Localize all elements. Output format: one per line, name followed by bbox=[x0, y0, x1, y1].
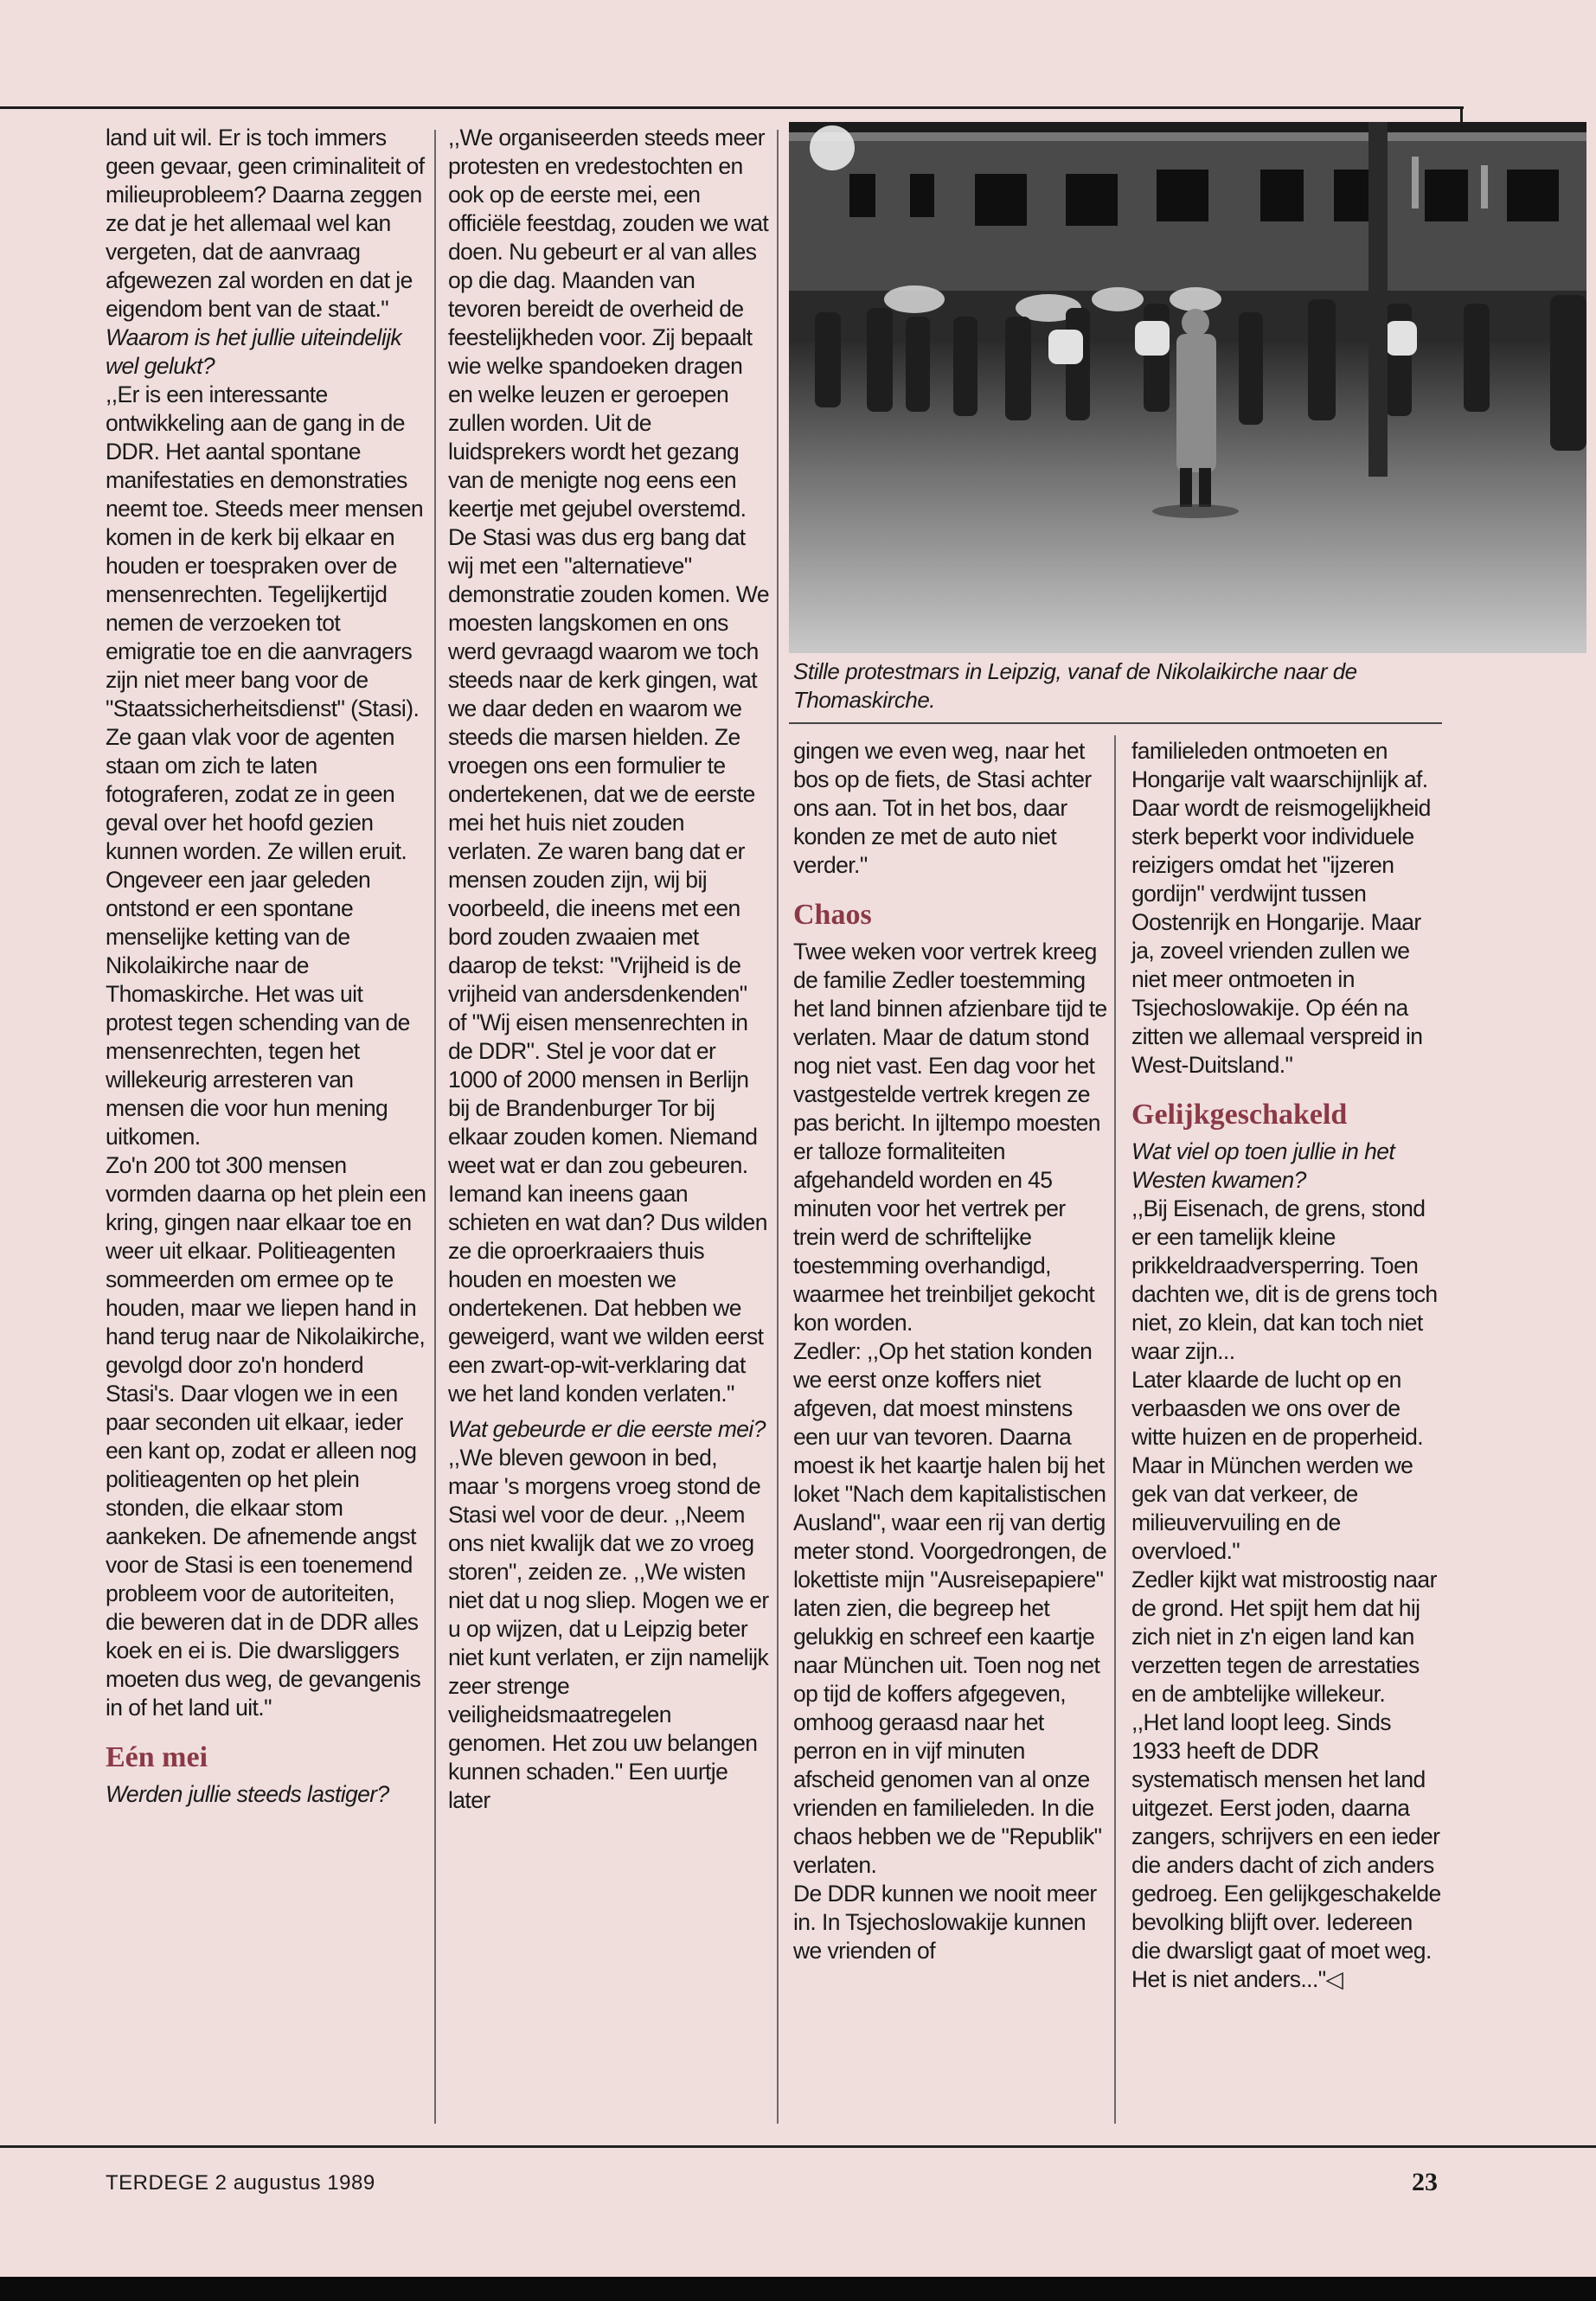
paragraph: land uit wil. Er is toch immers geen gevaar, geen criminaliteit of milieuprobleem? Daarna zeggen ze dat je het allemaal wel kan vergeten, dat de aanvraag afgewezen zal worden en dat je eigendom bent van de staat." bbox=[106, 125, 425, 322]
section-heading-een-mei: Eén mei bbox=[106, 1741, 208, 1773]
article-column-2 bbox=[448, 124, 770, 1815]
paragraph: gingen we even weg, naar het bos op de fiets, de Stasi achter ons aan. Tot in het bos, daar konden ze met de auto niet verder." bbox=[793, 738, 1092, 878]
section-heading-chaos: Chaos bbox=[793, 899, 872, 931]
end-mark-icon: ◁ bbox=[1325, 1966, 1343, 1992]
photo-image bbox=[789, 122, 1586, 653]
paragraph: ,,We bleven gewoon in bed, maar 's morgens vroeg stond de Stasi wel voor de deur. ,,Neem ons niet kwalijk dat we zo vroeg storen", zeiden ze. ,,We wisten niet dat u nog sliep. Mogen we er u op wijzen, dat u Leipzig beter niet kunt verlaten, er zijn namelijk zeer strenge veiligheidsmaatregelen genomen. Het zou uw belangen kunnen schaden." Een uurtje later bbox=[448, 1445, 769, 1813]
photo-caption: Stille protestmars in Leipzig, vanaf de Nikolaikirche naar de Thomaskirche. bbox=[793, 658, 1357, 713]
top-rule bbox=[0, 106, 1464, 109]
paragraph bbox=[1131, 1708, 1445, 1994]
paragraph: Zedler kijkt wat mistroostig naar de grond. Het spijt hem dat hij zich niet in z'n eigen land kan verzetten tegen de arrestaties en de ambtelijke willekeur. bbox=[1131, 1567, 1437, 1707]
paragraph: Zedler: ,,Op het station konden we eerst onze koffers niet afgeven, dat moest minstens een uur van tevoren. Daarna moest ik het kaartje halen bij het loket "Nach dem kapitalistischen Ausland", waar een rij van dertig meter stond. Voorgedrongen, de lokettiste mijn "Ausreisepapiere" laten zien, die begreep het gelukkig en schreef een kaartje naar München uit. Toen nog net op tijd de koffers afgegeven, omhoog geraasd naar het perron en in vijf minuten afscheid genomen van al onze vrienden en familieleden. In die chaos hebben we de "Republik" verlaten. bbox=[793, 1338, 1107, 1878]
paragraph: Ongeveer een jaar geleden ontstond er een spontane menselijke ketting van de Nikolaikirche naar de Thomaskirche. Het was uit protest tegen schending van de mensenrechten, tegen het willekeurig arresteren van mensen die voor hun mening uitkomen. bbox=[106, 867, 410, 1150]
interview-question: Wat gebeurde er die eerste mei? bbox=[448, 1416, 766, 1442]
paragraph: Later klaarde de lucht op en verbaasden we ons over de witte huizen en de properheid. Maar in München werden we gek van dat verkeer, de milieuvervuiling en de overvloed." bbox=[1131, 1367, 1424, 1564]
paragraph: De Stasi was dus erg bang dat wij met een "alternatieve" demonstratie zouden komen. We moesten langskomen en ons werd gevraagd waarom we toch steeds naar de kerk gingen, wat we daar deden en waarom we steeds die marsen hielden. Ze vroegen ons een formulier te ondertekenen, dat we de eerste mei het huis niet zouden verlaten. Ze waren bang dat er mensen zouden zijn, wij bij voorbeeld, die ineens met een bord zouden zwaaien met daarop de tekst: "Vrijheid is de vrijheid van andersdenkenden" of "Wij eisen mensenrechten in de DDR". Stel je voor dat er 1000 of 2000 mensen in Berlijn bij de Brandenburger Tor bij elkaar zouden komen. Niemand weet wat er dan zou gebeuren. Iemand kan ineens gaan schieten en wat dan? Dus wilden ze die oproerkraaiers thuis houden en moesten we ondertekenen. Dat hebben we geweigerd, want we wilden eerst een zwart-op-wit-verklaring dat we het land konden verlaten." bbox=[448, 524, 769, 1407]
interview-question: Wat viel op toen jullie in het Westen kwamen? bbox=[1131, 1138, 1395, 1193]
section-heading-gelijkgeschakeld: Gelijkgeschakeld bbox=[1131, 1099, 1348, 1131]
paragraph: Zo'n 200 tot 300 mensen vormden daarna op het plein een kring, gingen naar elkaar toe en weer uit elkaar. Politieagenten sommeerden om ermee op te houden, maar we liepen hand in hand terug naar de Nikolaikirche, gevolgd door zo'n honderd Stasi's. Daar vlogen we in een paar seconden uit elkaar, ieder een kant op, zodat er alleen nog politieagenten op het plein stonden, die elkaar stom aankeken. De afnemende angst voor de Stasi is een toenemend probleem voor de autoriteiten, die beweren dat in de DDR alles koek en ei is. Die dwarsliggers moeten dus weg, de gevangenis in of het land uit." bbox=[106, 1152, 426, 1721]
article-column-4 bbox=[1131, 737, 1445, 1994]
footer-magazine-date: TERDEGE 2 augustus 1989 bbox=[106, 2171, 375, 2195]
bottom-rule bbox=[0, 2145, 1596, 2148]
paragraph: De DDR kunnen we nooit meer in. In Tsjechoslowakije kunnen we vrienden of bbox=[793, 1881, 1097, 1964]
photo-protest-march bbox=[789, 122, 1586, 653]
paragraph: Twee weken voor vertrek kreeg de familie Zedler toestemming het land binnen afzienbare tijd te verlaten. Maar de datum stond nog niet vast. Een dag voor het vastgestelde vertrek kregen ze pas bericht. In ijltempo moesten er talloze formaliteiten afgehandeld worden en 45 minuten voor het vertrek per trein werd de schriftelijke toestemming overhandigd, waarmee het treinbiljet gekocht kon worden. bbox=[793, 939, 1107, 1336]
column-divider bbox=[1114, 735, 1116, 2124]
column-divider bbox=[434, 130, 436, 2124]
interview-question: Werden jullie steeds lastiger? bbox=[106, 1781, 389, 1807]
interview-question: Waarom is het jullie uiteindelijk wel gelukt? bbox=[106, 324, 402, 379]
caption-rule bbox=[789, 722, 1442, 724]
paragraph-text: ,,Het land loopt leeg. Sinds 1933 heeft de DDR systematisch mensen het land uitgezet. Eerst joden, daarna zangers, schrijvers en een ieder die anders dacht of zich anders gedroeg. Een gelijkgeschakelde bevolking blijft over. Iedereen die dwarsligt gaat of moet weg. Het is niet anders..." bbox=[1131, 1709, 1441, 1992]
paragraph: ,,Er is een interessante ontwikkeling aan de gang in de DDR. Het aantal spontane manifestaties en demonstraties neemt toe. Steeds meer mensen komen in de kerk bij elkaar en houden er toespraken over de mensenrechten. Tegelijkertijd nemen de verzoeken tot emigratie toe en die aanvragers zijn niet meer bang voor de "Staatssicherheitsdienst" (Stasi). Ze gaan vlak voor de agenten staan om zich te laten fotograferen, zodat ze in geen geval over het hoofd gezien kunnen worden. Ze willen eruit. bbox=[106, 381, 424, 864]
column-divider bbox=[777, 130, 779, 2124]
scan-edge bbox=[0, 2277, 1596, 2301]
article-column-3 bbox=[793, 737, 1108, 1965]
article-column-1 bbox=[106, 124, 427, 1809]
page-number: 23 bbox=[1412, 2168, 1438, 2196]
paragraph: ,,We organiseerden steeds meer protesten en vredestochten en ook op de eerste mei, een officiële feestdag, zouden we wat doen. Nu gebeurt er al van alles op die dag. Maanden van tevoren bereidt de overheid de feestelijkheden voor. Zij bepaalt wie welke spandoeken dragen en welke leuzen er geroepen zullen worden. Uit de luidsprekers wordt het gezang van de menigte nog eens een keertje met gejubel overstemd. bbox=[448, 125, 769, 522]
paragraph: ,,Bij Eisenach, de grens, stond er een tamelijk kleine prikkeldraadversperring. Toen dachten we, dit is de grens toch niet, zo klein, dat kan toch niet waar zijn... bbox=[1131, 1195, 1438, 1364]
paragraph: familieleden ontmoeten en Hongarije valt waarschijnlijk af. Daar wordt de reismogelijkheid sterk beperkt voor individuele reizigers omdat het "ijzeren gordijn" verdwijnt tussen Oostenrijk en Hongarije. Maar ja, zoveel vrienden zullen we niet meer ontmoeten in Tsjechoslowakije. Op één na zitten we allemaal verspreid in West-Duitsland." bbox=[1131, 738, 1431, 1078]
